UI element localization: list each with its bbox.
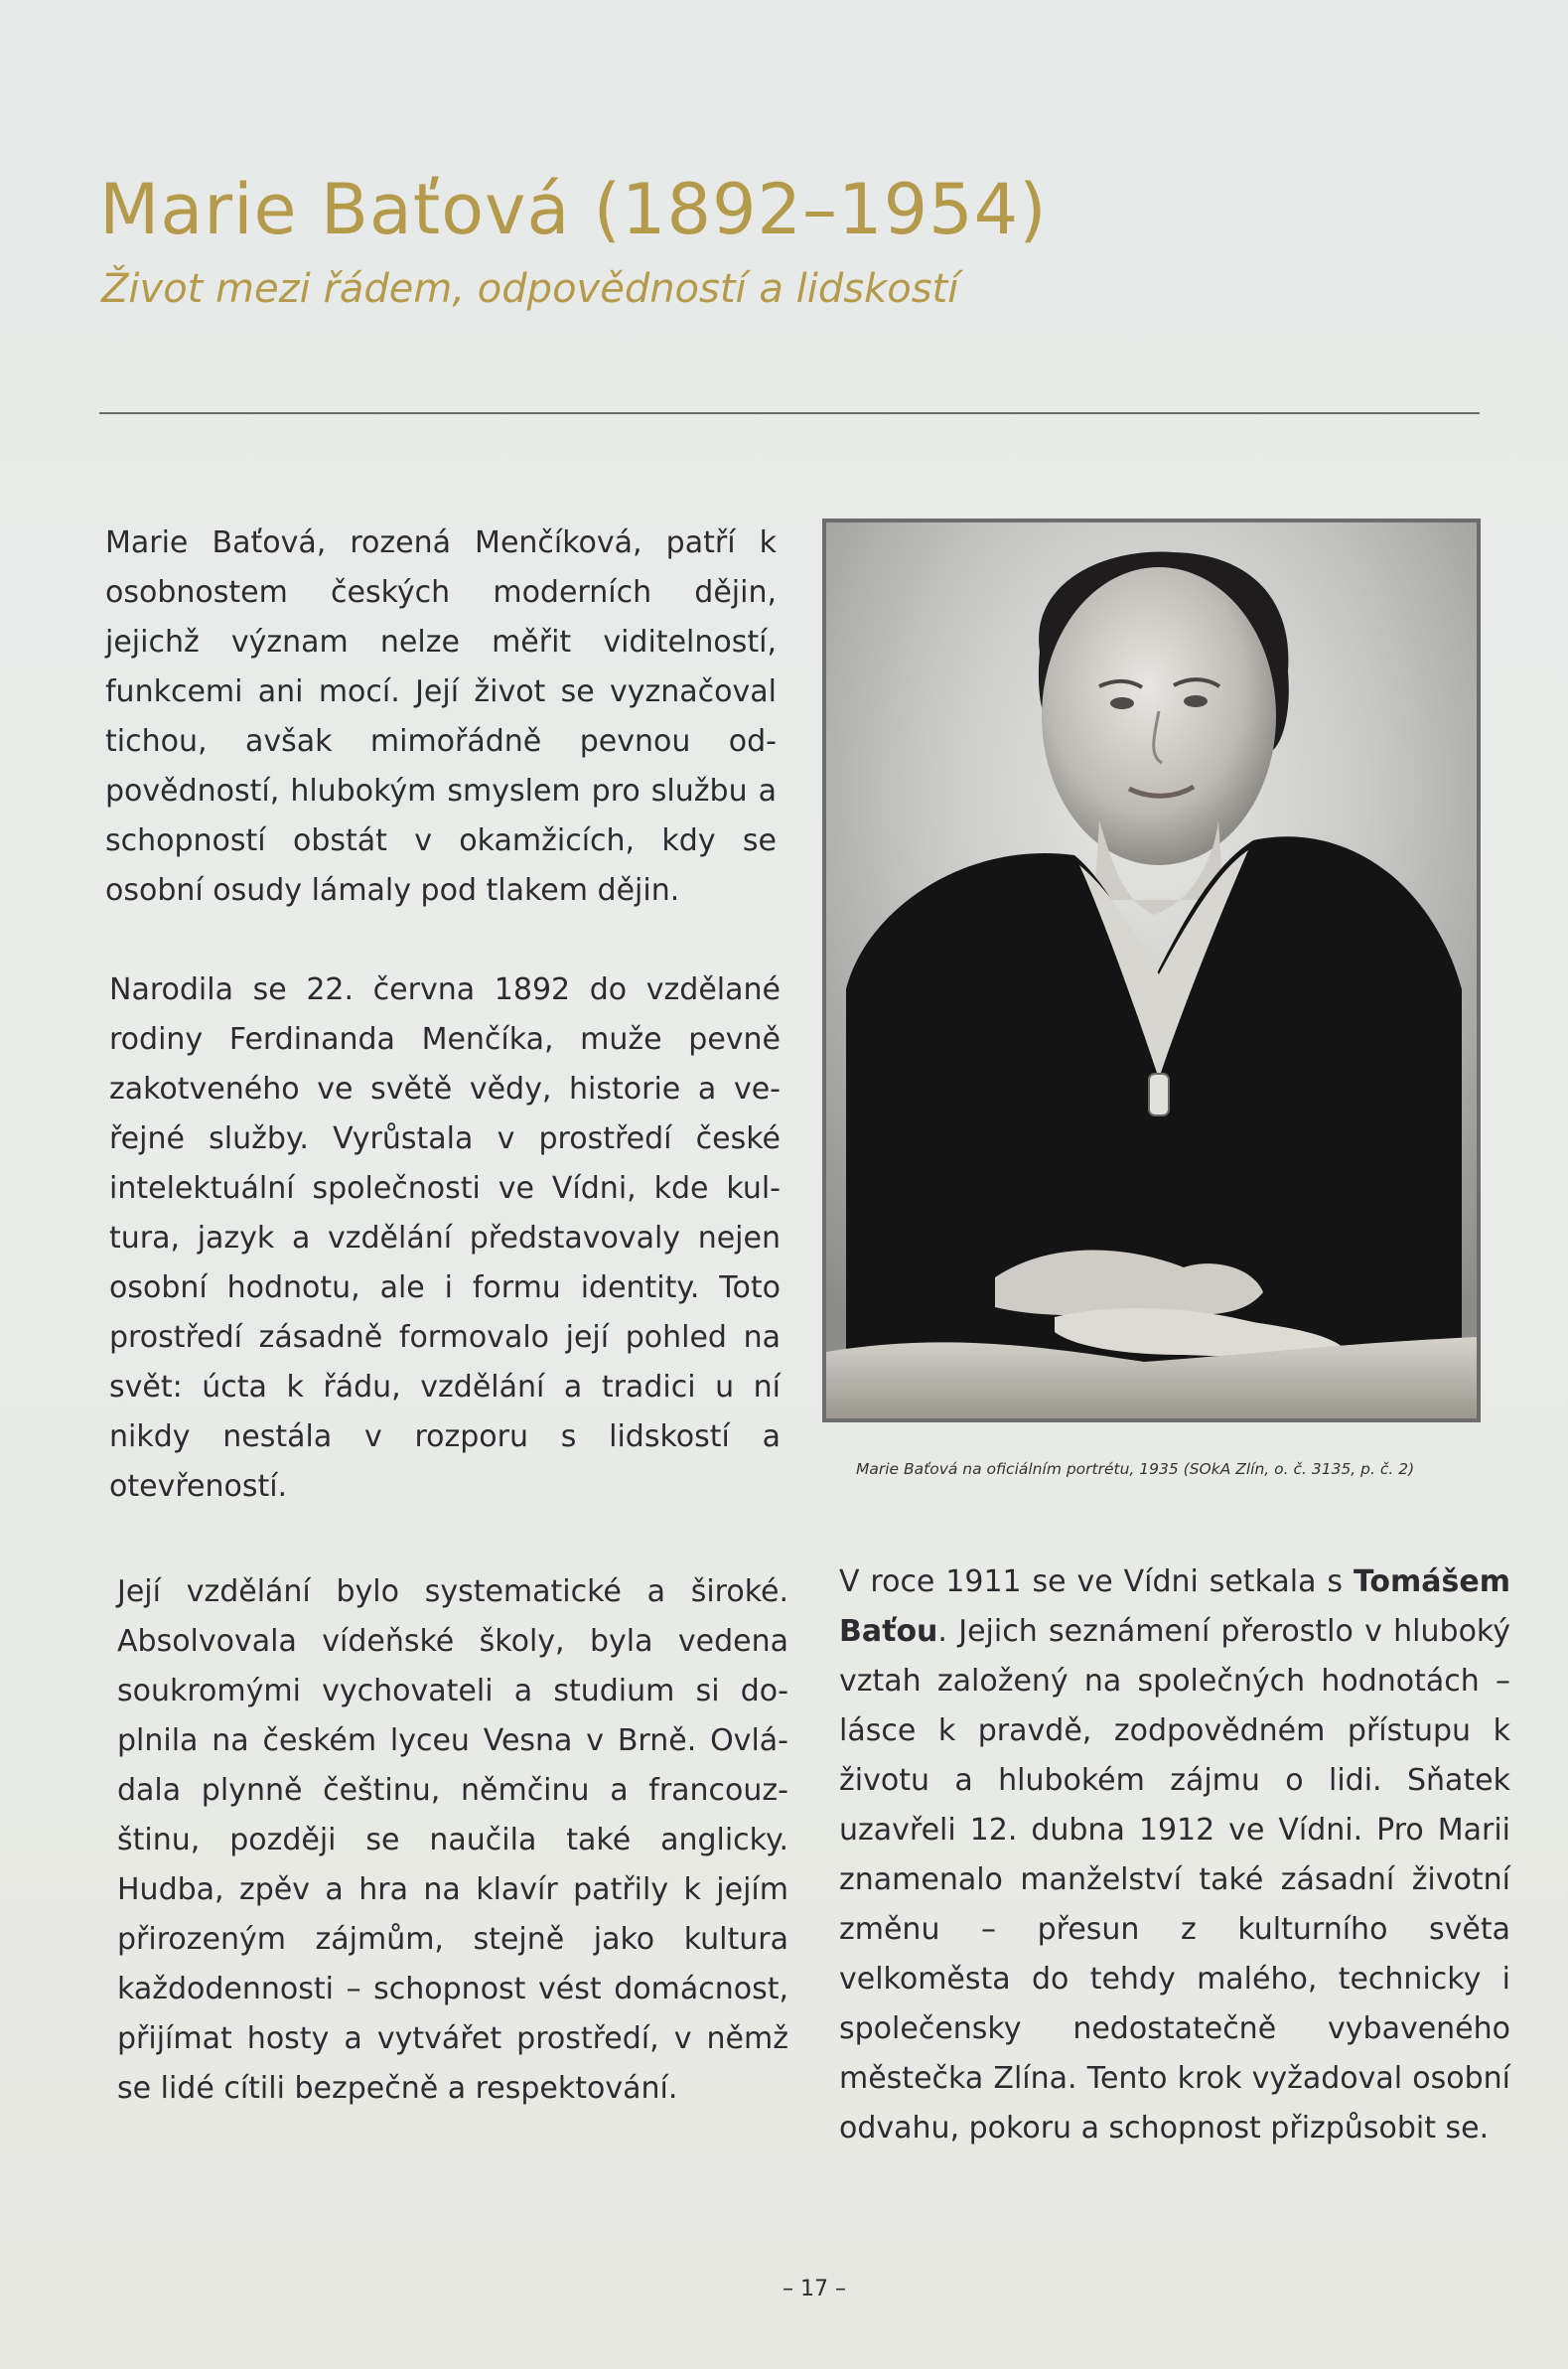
bold-name-tomas-bata: Tomášem Baťou [839, 1564, 1510, 1649]
paragraph-text [839, 1557, 1510, 2153]
paragraph-text: Marie Baťová, rozená Menčíková, patří k osobnostem českých moderních dějin, jejichž význam nelze měřit viditelností, funkcemi ani mocí. Její život se vyznačoval tichou, avšak mimořádně pevnou odpovědností, hlubokým smyslem pro službu a schopností obstát v okamžicích, kdy se osobní osudy lámaly pod tlakem dějin. [105, 525, 777, 908]
body-paragraph-1 [105, 518, 777, 916]
page-number: – 17 – [783, 2277, 846, 2301]
paragraph-text: Narodila se 22. června 1892 do vzdělané rodiny Ferdinanda Menčíka, muže pevně zakotveného ve světě vědy, historie a veřejné služby. Vyrůstala v prostředí české intelektuální společnosti ve Vídni, kde kultura, jazyk a vzdělání představovaly nejen osobní hodnotu, ale i formu identity. Toto prostředí zásadně formovalo její pohled na svět: úcta k řádu, vzdělání a tradici u ní nikdy nestála v rozporu s lidskostí a otevřeností. [109, 972, 781, 1504]
paragraph-text-start: V roce 1911 se ve Vídni setkala s [839, 1564, 1354, 1599]
page-title: Marie Baťová (1892–1954) [99, 169, 1048, 250]
portrait-illustration [826, 522, 1477, 1418]
page-subtitle: Život mezi řádem, odpovědností a lidskostí [101, 266, 959, 312]
body-paragraph-2 [109, 965, 781, 1512]
paragraph-text-end: . Jejich seznámení přerostlo v hluboký vztah založený na společných hodnotách – lásce k pravdě, zodpovědném přístupu k životu a hlubokém zájmu o lidi. Sňatek uzavřeli 12. dubna 1912 ve Vídni. Pro Marii znamenalo manželství také zásadní životní změnu – přesun z kulturního světa velkoměsta do tehdy malého, technicky i společensky nedostatečně vybaveného městečka Zlína. Tento krok vyžadoval osobní odvahu, pokoru a schopnost přizpůsobit se. [839, 1614, 1510, 2146]
header-divider [99, 412, 1480, 414]
photo-caption: Marie Baťová na oficiálním portrétu, 1935 (SOkA Zlín, o. č. 3135, p. č. 2) [856, 1460, 1415, 1478]
paragraph-text: Její vzdělání bylo systematické a široké. Absolvovala vídeňské školy, byla vedena soukromými vychovateli a studium si doplnila na českém lyceu Vesna v Brně. Ovládala plynně češtinu, němčinu a francouzštinu, později se naučila také anglicky. Hudba, zpěv a hra na klavír patřily k jejím přirozeným zájmům, stejně jako kultura každodennosti – schopnost vést domácnost, přijímat hosty a vytvářet prostředí, v němž se lidé cítili bezpečně a respektování. [117, 1574, 788, 2106]
body-paragraph-4 [839, 1557, 1510, 2153]
body-paragraph-3 [117, 1567, 788, 2114]
portrait-photo [822, 518, 1481, 1422]
